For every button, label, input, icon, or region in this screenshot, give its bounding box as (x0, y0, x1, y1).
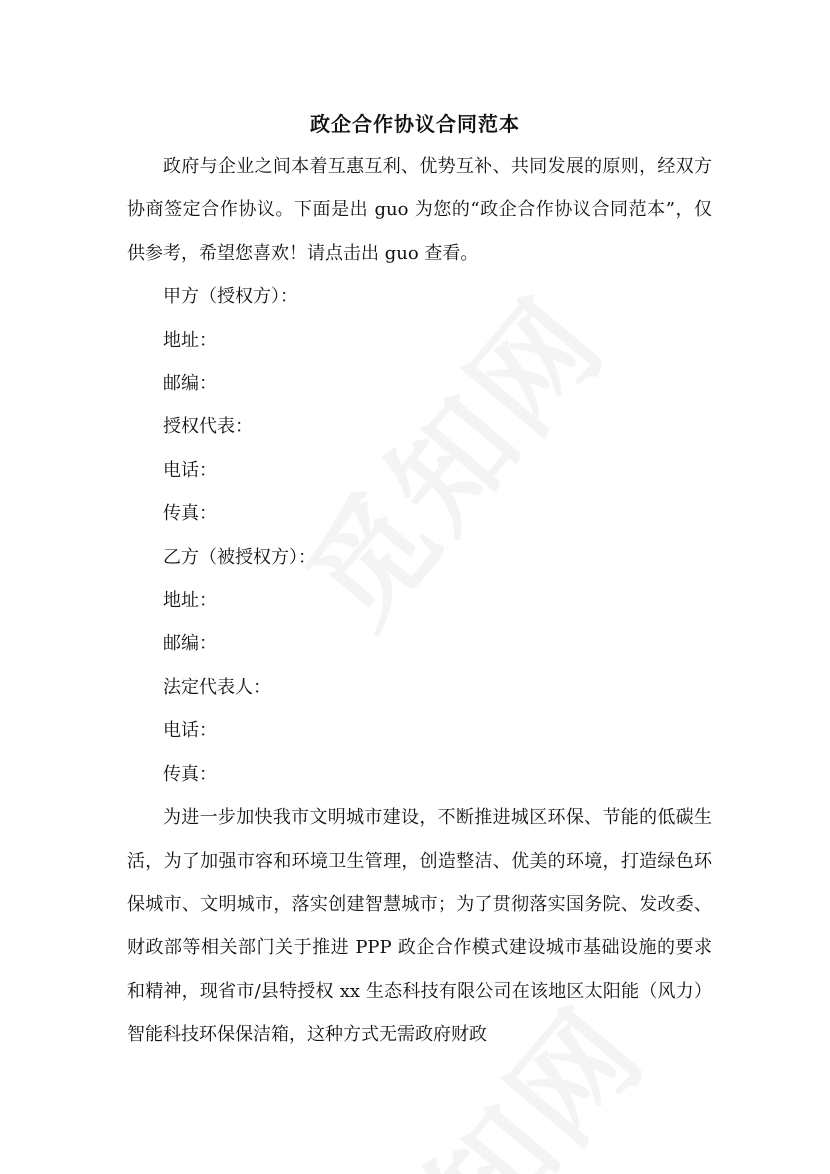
party-a-phone-field: 电话： (163, 459, 217, 481)
party-a-postcode-field: 邮编： (163, 373, 217, 395)
party-a-representative-field: 授权代表： (163, 416, 253, 438)
party-b-fax-field: 传真： (163, 763, 217, 785)
intro-paragraph: 政府与企业之间本着互惠互利、优势互补、共同发展的原则，经双方协商签定合作协议。下面是出 guo 为您的“政企合作协议合同范本”，仅供参考，希望您喜欢！请点击出 guo 查看。 (127, 156, 712, 264)
document-title: 政企合作协议合同范本 (310, 112, 520, 136)
party-a-heading: 甲方（授权方）： (163, 286, 298, 308)
party-b-representative-field: 法定代表人： (163, 676, 271, 698)
party-b-address-field: 地址： (163, 590, 217, 612)
body-paragraph: 为进一步加快我市文明城市建设，不断推进城区环保、节能的低碳生活，为了加强市容和环境卫生管理，创造整洁、优美的环境，打造绿色环保城市、文明城市，落实创建智慧城市；为了贯彻落实国务院、发改委、财政部等相关部门关于推进 PPP 政企合作模式建设城市基础设施的要求和精神，现省市/县特授权 xx 生态科技有限公司在该地区太阳能（风力）智能科技环保保洁箱，这种方式无需政府财政 (127, 807, 712, 1046)
party-b-phone-field: 电话： (163, 720, 217, 742)
party-a-address-field: 地址： (163, 329, 217, 351)
party-b-heading: 乙方（被授权方）： (163, 546, 316, 568)
party-a-fax-field: 传真： (163, 503, 217, 525)
document-body (127, 145, 712, 1057)
party-b-postcode-field: 邮编： (163, 633, 217, 655)
